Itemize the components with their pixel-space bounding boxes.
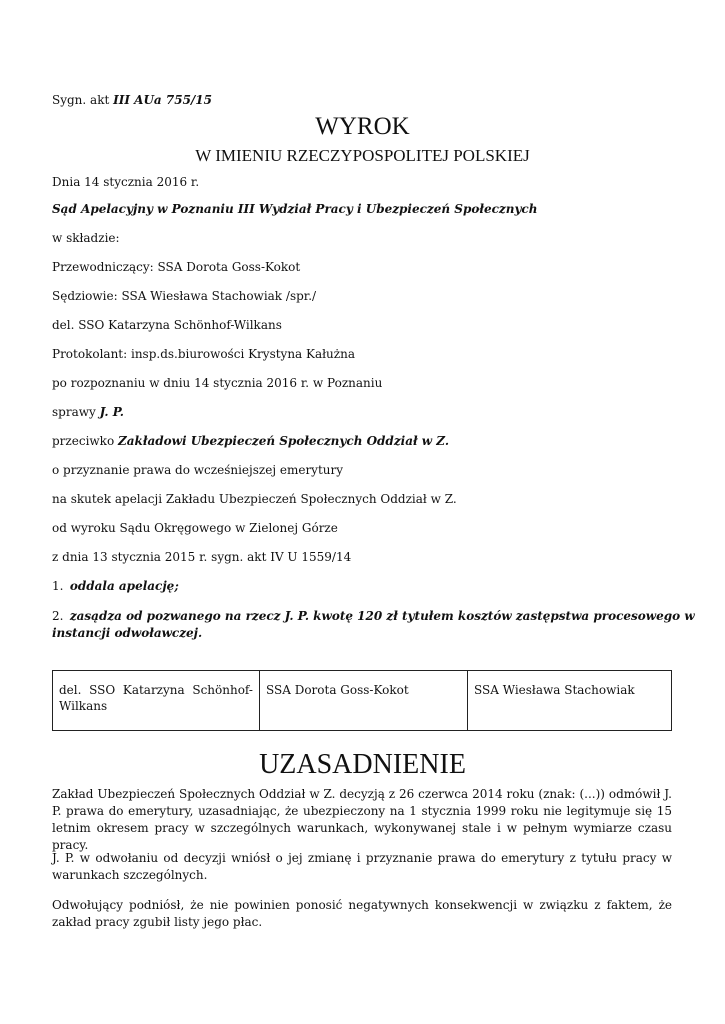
ruling-item xyxy=(52,608,695,624)
case-party: J. P. xyxy=(99,405,124,419)
justification-paragraph: Odwołujący podniósł, że nie powinien ponosić negatywnych konsekwencji w związku z faktem, że zakład pracy zgubił listy jego płac. xyxy=(52,898,672,929)
against-line xyxy=(52,433,449,449)
signature-cell: SSA Wiesława Stachowiak xyxy=(474,683,635,697)
judgment-subtitle: W IMIENIU RZECZYPOSPOLITEJ POLSKIEJ xyxy=(195,146,530,165)
appeal-line: na skutek apelacji Zakładu Ubezpieczeń Społecznych Oddział w Z. xyxy=(52,492,457,506)
chair-line: Przewodniczący: SSA Dorota Goss-Kokot xyxy=(52,260,301,274)
judgment-from-line: od wyroku Sądu Okręgowego w Zielonej Górze xyxy=(52,521,338,535)
case-signature-prefix: Sygn. akt xyxy=(52,93,110,107)
court-name: Sąd Apelacyjny w Poznaniu III Wydział Pracy i Ubezpieczeń Społecznych xyxy=(52,202,538,216)
against-party: Zakładowi Ubezpieczeń Społecznych Oddział w Z. xyxy=(118,434,450,448)
signatures-table xyxy=(52,670,672,731)
subject-line: o przyznanie prawa do wcześniejszej emerytury xyxy=(52,463,344,477)
justification-paragraph: J. P. w odwołaniu od decyzji wniósł o jej zmianę i przyznanie prawa do emerytury z tytułu pracy w warunkach szczególnych. xyxy=(52,851,672,882)
ruling-item xyxy=(52,578,179,594)
composition-label: w składzie: xyxy=(52,231,120,245)
ruling-number: 2. xyxy=(52,609,64,623)
judgment-date: Dnia 14 stycznia 2016 r. xyxy=(52,175,200,189)
judges-line: Sędziowie: SSA Wiesława Stachowiak /spr./ xyxy=(52,289,317,303)
justification-paragraph: Zakład Ubezpieczeń Społecznych Oddział w Z. decyzją z 26 czerwca 2014 roku (znak: (...)) odmówił J. P. prawa do emerytury, uzasadniając, że ubezpieczony na 1 stycznia 1999 roku nie legitymuje się 15 letnim okresem pracy w szczególnych warunkach, wykonywanej stale i w pełnym wymiarze czasu pracy. xyxy=(52,787,672,852)
ruling-text: zasądza od pozwanego na rzecz J. P. kwotę 120 zł tytułem kosztów zastępstwa procesowego w xyxy=(69,609,695,623)
ruling-text-continuation: instancji odwoławczej. xyxy=(52,626,203,640)
justification-title: UZASADNIENIE xyxy=(259,749,466,780)
delegated-judge-line: del. SSO Katarzyna Schönhof-Wilkans xyxy=(52,318,282,332)
case-line xyxy=(52,404,124,420)
ruling-text: oddala apelację; xyxy=(69,579,179,593)
case-signature-value: III AUa 755/15 xyxy=(113,93,213,107)
hearing-line: po rozpoznaniu w dniu 14 stycznia 2016 r. w Poznaniu xyxy=(52,376,383,390)
clerk-line: Protokolant: insp.ds.biurowości Krystyna Kałużna xyxy=(52,347,355,361)
judgment-date-line: z dnia 13 stycznia 2015 r. sygn. akt IV U 1559/14 xyxy=(52,550,352,564)
case-signature xyxy=(52,92,212,108)
signature-cell: SSA Dorota Goss-Kokot xyxy=(260,671,468,730)
against-prefix: przeciwko xyxy=(52,434,115,448)
case-prefix: sprawy xyxy=(52,405,96,419)
ruling-number: 1. xyxy=(52,579,64,593)
judgment-title: WYROK xyxy=(315,113,410,140)
signature-cell: del. SSO Katarzyna Schönhof-Wilkans xyxy=(53,671,260,730)
